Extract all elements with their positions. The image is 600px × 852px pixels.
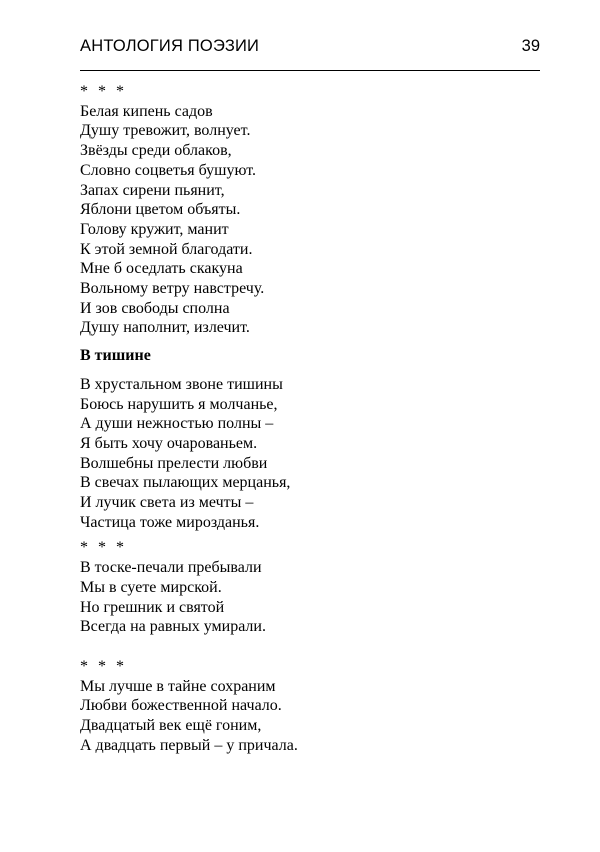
poem-line: Белая кипень садов bbox=[80, 102, 213, 120]
poem-line: В тоске-печали пребывали bbox=[80, 559, 262, 577]
poem-line: Звёзды среди облаков, bbox=[80, 142, 232, 160]
poem-line: Любви божественной начало. bbox=[80, 697, 282, 715]
poem-line: Но грешник и святой bbox=[80, 598, 225, 616]
poem-line: Волшебны прелести любви bbox=[80, 454, 268, 472]
poem-4 bbox=[80, 657, 540, 756]
poem-line: Яблони цветом объяты. bbox=[80, 201, 241, 219]
poem-line: Голову кружит, манит bbox=[80, 220, 229, 238]
poem-line: Мы лучше в тайне сохраним bbox=[80, 677, 276, 695]
poem-1 bbox=[80, 82, 540, 338]
poem-line: А двадцать первый – у причала. bbox=[80, 736, 298, 754]
poem-line: К этой земной благодати. bbox=[80, 240, 253, 258]
poem-line: Душу наполнит, излечит. bbox=[80, 319, 250, 337]
book-title: АНТОЛОГИЯ ПОЭЗИИ bbox=[80, 37, 260, 55]
page-content bbox=[80, 82, 540, 756]
poem-line: Вольному ветру навстречу. bbox=[80, 280, 265, 298]
section-marker: * * * bbox=[80, 657, 127, 675]
poem-line: И зов свободы сполна bbox=[80, 299, 230, 317]
poem-line: Запах сирени пьянит, bbox=[80, 181, 225, 199]
section-marker: * * * bbox=[80, 539, 127, 557]
poem-line: Мы в суете мирской. bbox=[80, 578, 222, 596]
poem-line: Двадцатый век ещё гоним, bbox=[80, 717, 262, 735]
page-number: 39 bbox=[521, 37, 540, 55]
poem-2 bbox=[80, 346, 540, 532]
section-marker: * * * bbox=[80, 83, 127, 100]
poem-line: Я быть хочу очарованьем. bbox=[80, 434, 258, 452]
poem-title: В тишине bbox=[80, 347, 151, 365]
poem-line: В хрустальном звоне тишины bbox=[80, 375, 283, 393]
poem-line: Боюсь нарушить я молчанье, bbox=[80, 395, 278, 413]
poem-line: Душу тревожит, волнует. bbox=[80, 122, 251, 140]
running-header bbox=[80, 34, 540, 71]
poem-line: Всегда на равных умирали. bbox=[80, 618, 266, 636]
poem-line: И лучик света из мечты – bbox=[80, 494, 254, 512]
poem-line: В свечах пылающих мерцанья, bbox=[80, 474, 291, 492]
poem-line: Частица тоже мирозданья. bbox=[80, 513, 260, 531]
poem-line: А души нежностью полны – bbox=[80, 415, 274, 433]
poem-3 bbox=[80, 538, 540, 637]
poem-line: Мне б оседлать скакуна bbox=[80, 260, 243, 278]
poem-line: Словно соцветья бушуют. bbox=[80, 161, 257, 179]
